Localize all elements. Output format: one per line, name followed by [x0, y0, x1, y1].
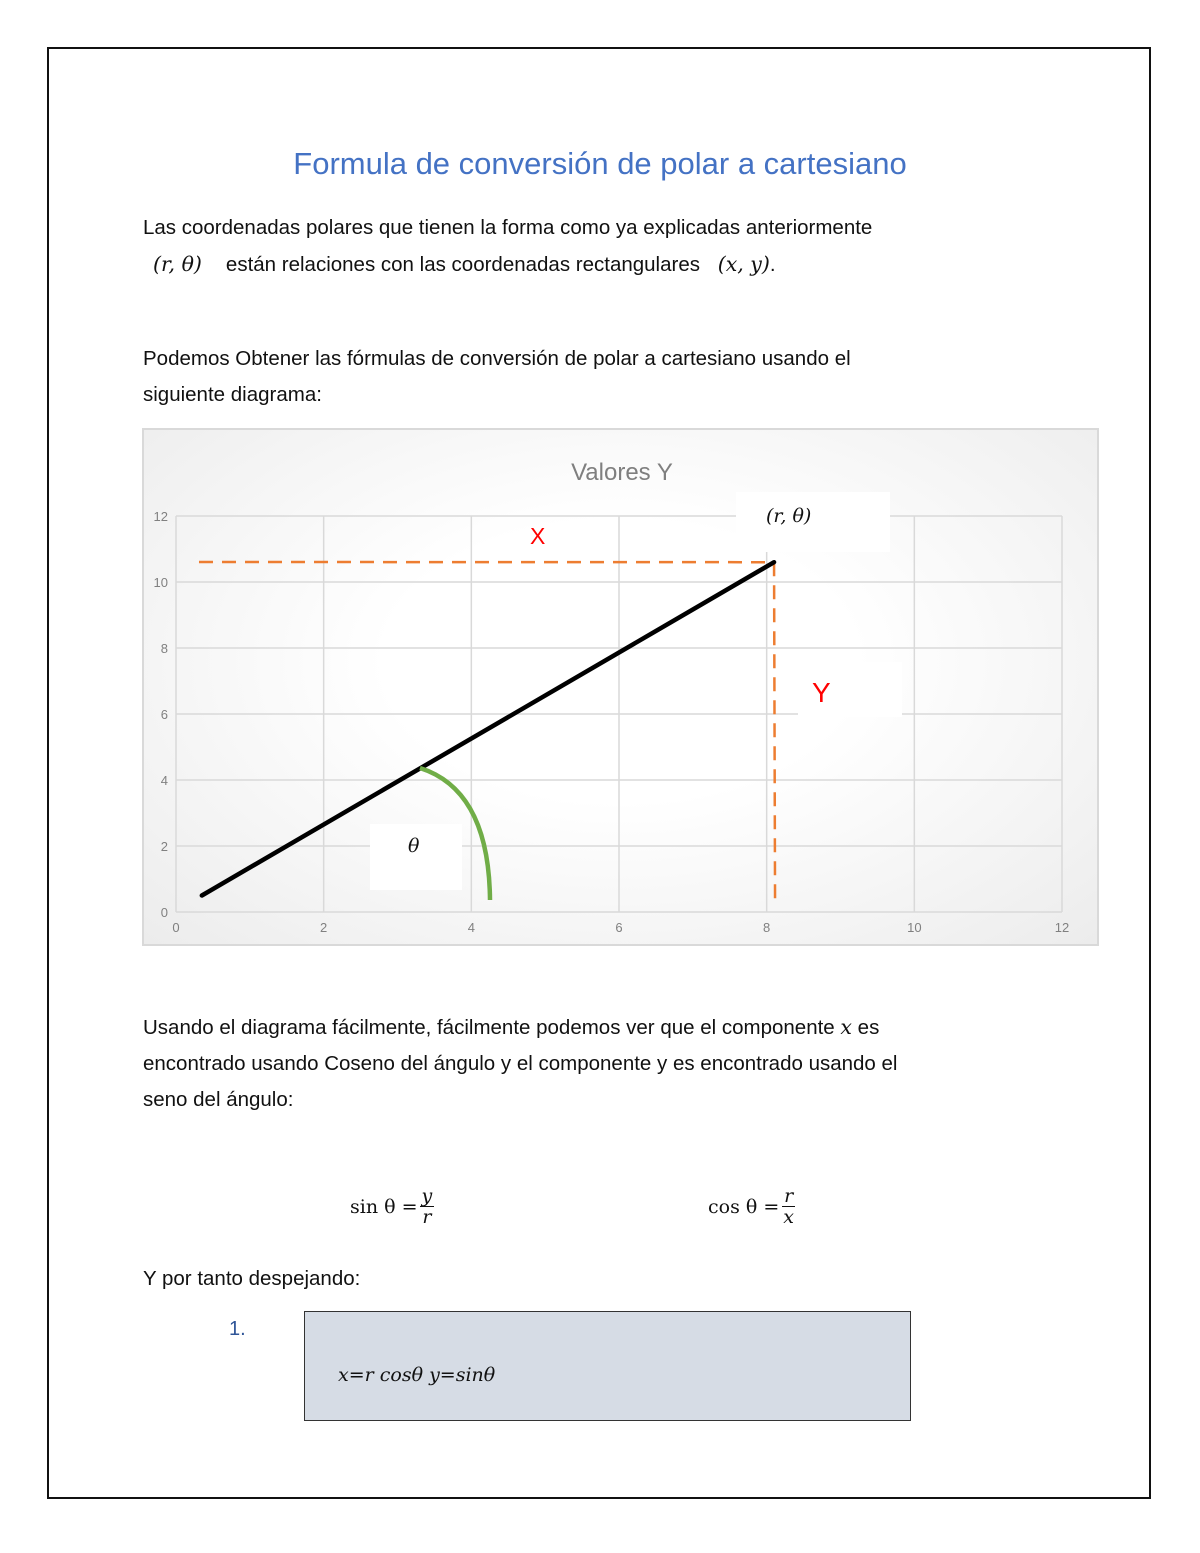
x-tick-label: 0: [172, 920, 180, 935]
angle-label: θ: [408, 835, 420, 857]
y-component-label: Y: [812, 677, 831, 708]
intro-line-1: Las coordenadas polares que tienen la forma como ya explicadas anteriormente: [143, 216, 873, 239]
x-tick-label: 6: [615, 920, 623, 935]
explanation-line-1-end: es: [857, 1016, 880, 1039]
y-tick-label: 12: [153, 509, 168, 524]
y-tick-label: 2: [160, 839, 168, 854]
x-tick-label: 10: [907, 920, 922, 935]
x-tick-label: 8: [763, 920, 771, 935]
sin-formula-lhs: sin θ =: [350, 1195, 418, 1218]
polar-diagram-chart: [142, 428, 1099, 946]
cos-formula-lhs: cos θ =: [708, 1195, 780, 1218]
list-number: 1.: [229, 1318, 246, 1340]
angle-label-box: [370, 824, 462, 890]
y-tick-label: 0: [160, 905, 168, 920]
explanation-line-1: Usando el diagrama fácilmente, fácilmente podemos ver que el componente: [143, 1016, 835, 1039]
sin-denominator: r: [422, 1206, 432, 1228]
page-title: Formula de conversión de polar a cartesiano: [293, 146, 907, 181]
sin-numerator: y: [421, 1185, 433, 1207]
explanation-paragraph: [143, 1009, 898, 1118]
point-label: (r, θ): [766, 505, 812, 527]
x-tick-label: 12: [1054, 920, 1070, 935]
y-tick-label: 6: [160, 707, 168, 722]
diagram-intro-line-1: Podemos Obtener las fórmulas de conversión de polar a cartesiano usando el: [143, 347, 851, 370]
explanation-line-3: seno del ángulo:: [143, 1088, 294, 1111]
point-label-box: [736, 492, 890, 552]
sin-formula: [350, 1186, 434, 1227]
y-tick-label: 4: [160, 773, 168, 788]
conclusion-text: Y por tanto despejando:: [143, 1267, 361, 1290]
intro-period: .: [769, 253, 776, 276]
y-tick-label: 8: [160, 641, 168, 656]
y-tick-label: 10: [153, 575, 168, 590]
y-dashed-guide: [774, 562, 775, 900]
diagram-intro-paragraph: [143, 341, 851, 413]
intro-line-2: están relaciones con las coordenadas rectangulares: [225, 253, 700, 276]
cos-fraction: [781, 1186, 796, 1227]
cos-denominator: x: [783, 1206, 794, 1228]
result-formula-box: [304, 1311, 911, 1421]
polar-pair: (r, θ): [153, 252, 202, 276]
chart-title: Valores Y: [571, 459, 673, 486]
x-tick-label: 4: [467, 920, 475, 935]
diagram-intro-line-2: siguiente diagrama:: [143, 383, 322, 406]
rect-pair: (x, y): [717, 252, 770, 276]
result-formula: x=r cosθ y=sinθ: [338, 1364, 496, 1386]
cos-formula: [708, 1186, 796, 1227]
cos-numerator: r: [784, 1185, 794, 1207]
intro-paragraph: [143, 210, 872, 283]
x-variable: x: [840, 1015, 852, 1039]
explanation-line-2: encontrado usando Coseno del ángulo y el componente y es encontrado usando el: [143, 1052, 898, 1075]
sin-fraction: [420, 1186, 435, 1227]
x-component-label: X: [530, 523, 546, 549]
x-tick-label: 2: [320, 920, 328, 935]
chart-canvas: [144, 430, 1101, 948]
